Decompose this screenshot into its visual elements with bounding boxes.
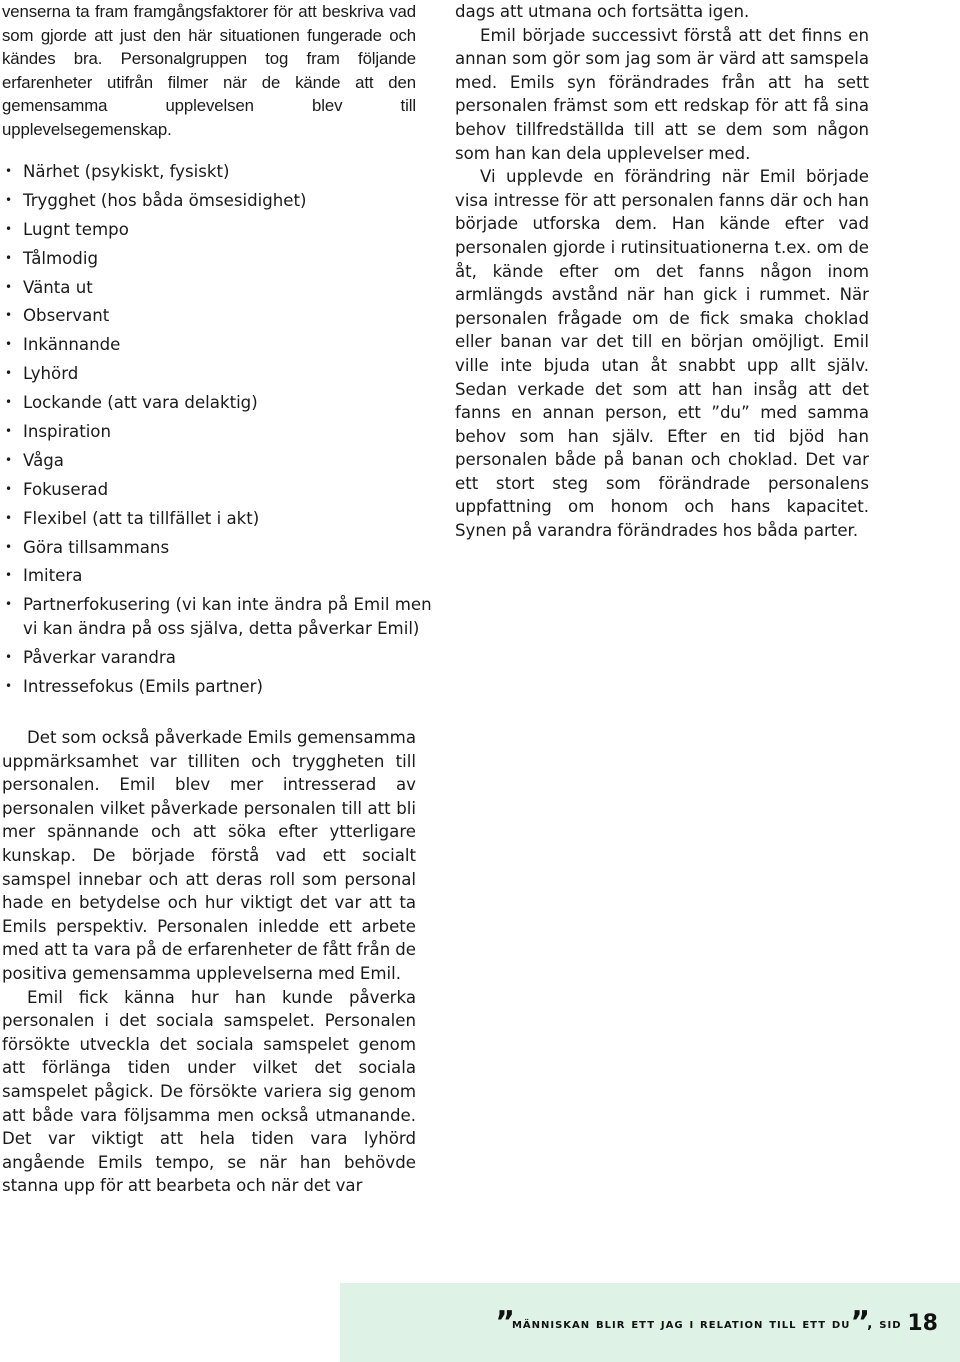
list-item (2, 333, 442, 357)
list-item (2, 276, 442, 300)
intro-section (2, 0, 416, 142)
list-item (2, 391, 442, 415)
list-item-text: Trygghet (hos båda ömsesidighet) (23, 190, 307, 210)
list-item-text: Fokuserad (23, 479, 109, 499)
open-quote: ” (495, 1305, 512, 1340)
bullet-icon: • (5, 597, 13, 612)
list-item-text: Våga (23, 450, 64, 470)
list-item-text: Imitera (23, 566, 83, 586)
list-item (2, 593, 442, 640)
list-item (2, 478, 442, 502)
list-item (2, 536, 442, 560)
left-lower-section (2, 726, 416, 1198)
bullet-icon: • (5, 395, 13, 410)
list-item-text: Inspiration (23, 422, 111, 442)
list-item (2, 304, 442, 328)
list-item (2, 507, 442, 531)
list-item-text: Intressefokus (Emils partner) (23, 676, 263, 696)
paragraph: Emil fick känna hur han kunde påverka personalen i det sociala samspelet. Personalen försökte utveckla det sociala samspelet genom att förlänga tiden under vilket det sociala samspelet pågick. De försökte variera sig genom att både vara följsamma men också utmanande. Det var viktigt att hela tiden vara lyhörd angående Emils tempo, se när han behövde stanna upp för att bearbeta och när det var (2, 987, 416, 1196)
intro-paragraph: venserna ta fram framgångsfaktorer för att beskriva vad som gjorde att just den här situationen fungerade och kändes bra. Personalgruppen tog fram följande erfarenheter utifrån filmer när de kände att den gemensamma upplevelsen blev till upplevelsegemenskap. (2, 2, 416, 139)
bullet-icon: • (5, 649, 13, 664)
page-number: 18 (907, 1311, 938, 1336)
paragraph: Det som också påverkade Emils gemensamma uppmärksamhet var tilliten och tryggheten till personalen. Emil blev mer intresserad av personalen vilket påverkade personalen till att bli mer spännande och att söka efter ytterligare kunskap. De började förstå vad ett socialt samspel innebar och att deras roll som personal hade en betydelse och hur viktigt det var att ta Emils perspektiv. Personalen inledde ett arbete med att ta vara på de erfarenheter de fått från de positiva gemensamma upplevelserna med Emil. (2, 728, 416, 983)
list-item (2, 420, 442, 444)
list-item-text: Lugnt tempo (23, 219, 129, 239)
list-item-text: Inkännande (23, 335, 121, 355)
bullet-icon: • (5, 192, 13, 207)
bullet-icon: • (5, 678, 13, 693)
bullet-icon: • (5, 279, 13, 294)
page-footer (340, 1283, 960, 1362)
list-item-text: Lyhörd (23, 364, 79, 384)
bullet-icon: • (5, 481, 13, 496)
list-item (2, 160, 442, 184)
running-title (495, 1305, 938, 1340)
list-item (2, 449, 442, 473)
list-item-text: Tålmodig (23, 248, 98, 268)
footer-title: människan blir ett jag i relation till ett du (511, 1316, 851, 1332)
list-item (2, 675, 442, 699)
page-label: , sid (867, 1316, 902, 1332)
paragraph-continuation: dags att utmana och fortsätta igen. (455, 2, 750, 21)
list-item-text: Närhet (psykiskt, fysiskt) (23, 162, 230, 181)
list-item (2, 646, 442, 670)
list-item-text: Göra tillsammans (23, 537, 170, 557)
paragraph: Emil började successivt förstå att det finns en annan som gör som jag som är värd att samspela med. Emils syn förändrades från att ha sett personalen främst som ett redskap för att få sina behov tillfredställda till att se dem som någon som han kan dela upplevelser med. (455, 25, 869, 163)
list-item (2, 218, 442, 242)
success-factors-list (2, 160, 442, 704)
list-item-text: Observant (23, 306, 110, 326)
bullet-icon: • (5, 510, 13, 525)
bullet-icon: • (5, 568, 13, 583)
list-item-text: Vänta ut (23, 277, 93, 297)
right-column (455, 0, 869, 543)
bullet-icon: • (5, 539, 13, 554)
list-item-text: Flexibel (att ta tillfället i akt) (23, 508, 260, 528)
list-item-text: Lockande (att vara delaktig) (23, 393, 258, 413)
list-item (2, 189, 442, 213)
paragraph: Vi upplevde en förändring när Emil började visa intresse för att personalen fanns där och han började utforska dem. Han kände efter vad personalen gjorde i rutinsituationerna t.ex. om de åt, kände efter om det fanns någon inom armlängds avstånd när han gick i rummet. När personalen frågade om de fick smaka choklad eller banan var det till en början omöjligt. Emil ville inte bjuda utan åt snabbt upp allt själv. Sedan verkade det som att han insåg att det fanns en annan person, ett ”du” med samma behov som han själv. Efter en tid bjöd han personalen både på banan och choklad. Det var ett stort steg som förändrade personalens uppfattning om honom och hans kapacitet. Synen på varandra förändrades hos båda parter. (455, 167, 869, 541)
list-item (2, 247, 442, 271)
bullet-icon: • (5, 337, 13, 352)
list-item (2, 362, 442, 386)
list-item-text: Påverkar varandra (23, 647, 176, 667)
bullet-icon: • (5, 250, 13, 265)
list-item (2, 564, 442, 588)
bullet-icon: • (5, 308, 13, 323)
list-item-text: Partnerfokusering (vi kan inte ändra på Emil men vi kan ändra på oss själva, detta påverkar Emil) (23, 595, 432, 638)
bullet-icon: • (5, 366, 13, 381)
close-quote: ” (850, 1305, 868, 1340)
bullet-icon: • (5, 452, 13, 467)
bullet-icon: • (5, 164, 13, 178)
bullet-icon: • (5, 424, 13, 439)
bullet-icon: • (5, 221, 13, 236)
